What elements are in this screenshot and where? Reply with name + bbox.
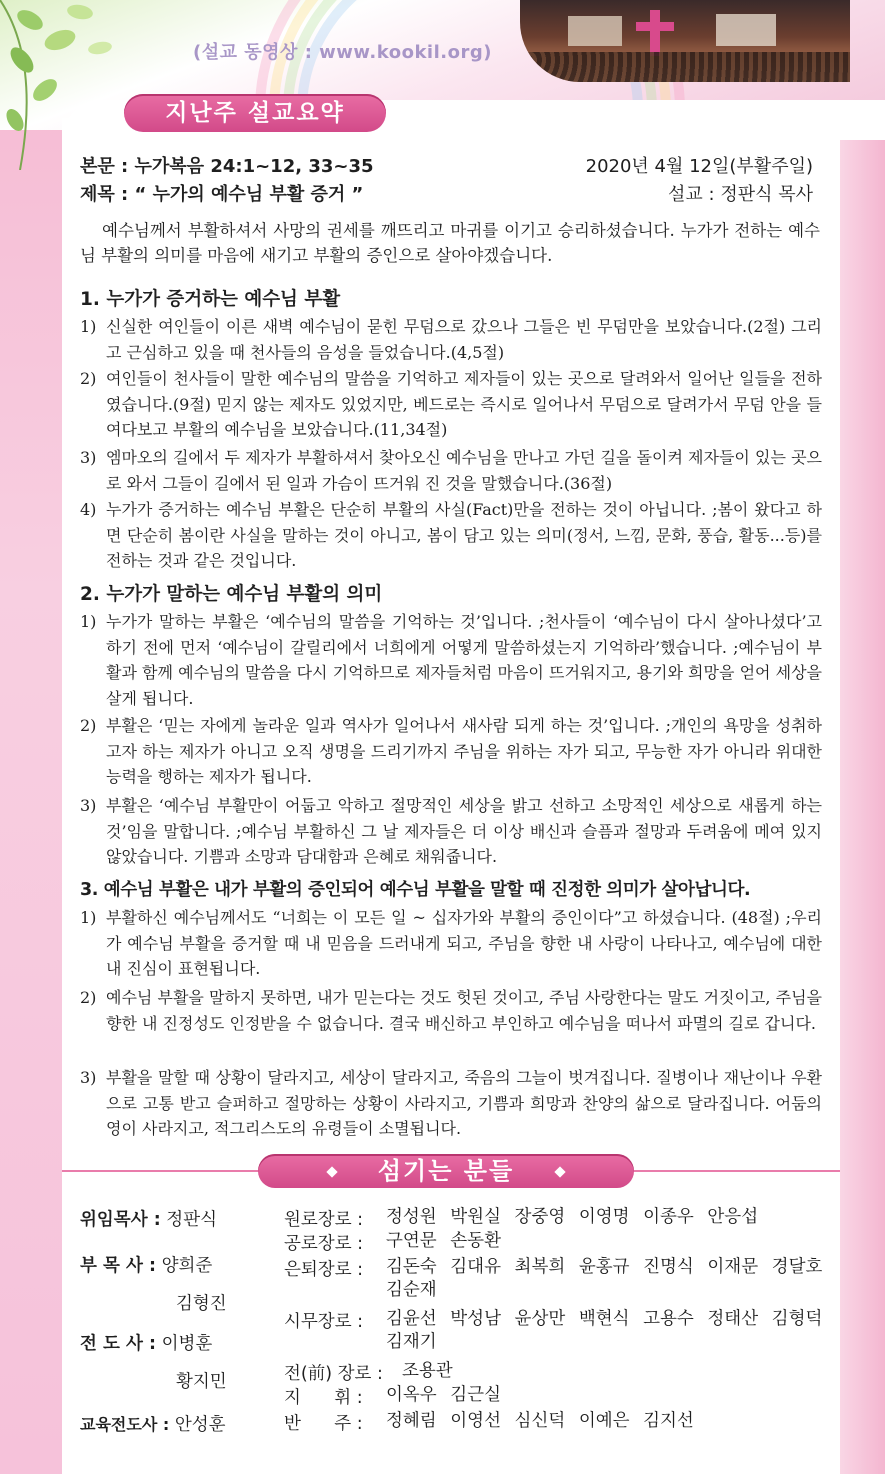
staff-names: 구연문 손동환 — [386, 1231, 501, 1251]
scripture-line: 본문 : 누가복음 24:1~12, 33~35 — [80, 156, 374, 177]
staff-role-active-elder: 시무장로 : — [284, 1312, 364, 1332]
list-item: 2) 예수님 부활을 말하지 못하면, 내가 믿는다는 것도 헛된 것이고, 주님 사랑한다는 말도 거짓이고, 주님을 향한 내 진정성도 인정받을 수 없습니다. 결국 배신하고 부인하고 예수님을 떠나서 파멸의 길로 갑니다. — [80, 988, 822, 1033]
staff-names: 조용관 — [402, 1361, 453, 1381]
staff-name: 황지민 — [176, 1372, 227, 1392]
staff-names: 이옥우 김근실 — [386, 1385, 501, 1405]
section-title-staff: 섬기는 분들 — [258, 1154, 634, 1188]
staff-role-associate-pastor: 부 목 사 : 양희준 — [80, 1256, 213, 1276]
staff-role-elder-emeritus: 원로장로 : — [284, 1210, 364, 1230]
list-item: 1) 누가가 말하는 부활은 ‘예수님의 말씀을 기억하는 것’입니다. ;천사들이 ‘예수님이 다시 살아나셨다’고 하기 전에 먼저 ‘예수님이 갈릴리에서 너희에게 어떻게 말씀하셨는지 기억하라’했습니다. ;예수님이 부활과 함께 예수님의 말씀을 다시 기억하므로 제자들처럼 마음이 뜨거워지고, 용기와 희망을 얻어 세상을 살게 됩니다. — [80, 612, 822, 708]
list-item: 3) 부활은 ‘예수님 부활만이 어둡고 악하고 절망적인 세상을 밝고 선하고 소망적인 세상으로 새롭게 하는 것’임을 말합니다. ;예수님 부활하신 그 날 제자들은 더 이상 배신과 슬픔과 절망과 두려움에 메여 있지 않았습니다. 기쁨과 소망과 담대함과 은혜로 채워줍니다. — [80, 796, 822, 866]
church-photo — [520, 0, 850, 82]
staff-role-education-evangelist: 교육전도사 : 안성훈 — [80, 1415, 226, 1435]
staff-role-evangelist: 전 도 사 : 이병훈 — [80, 1334, 213, 1354]
staff-names: 김돈숙 김대유 최복희 윤홍규 진명식 이재문 경달호 김순재 — [386, 1257, 823, 1300]
staff-role-retired-elder: 은퇴장로 : — [284, 1260, 364, 1280]
sermon-video-url[interactable]: (설교 동영상 : www.kookil.org) — [193, 42, 492, 63]
list-item: 4) 누가가 증거하는 예수님 부활은 단순히 부활의 사실(Fact)만을 전하는 것이 아닙니다. ;봄이 왔다고 하면 단순히 봄이란 사실을 말하는 것이 아니고, 봄이 담고 있는 의미(정서, 느낌, 문화, 풍습, 활동...등)를 전하는 것과 같은 것입니다. — [80, 500, 822, 570]
right-border — [840, 140, 885, 1474]
staff-names: 김윤선 박성남 윤상만 백현식 고용수 정태산 김형덕 김재기 — [386, 1309, 823, 1352]
staff-role-honorary-elder: 공로장로 : — [284, 1234, 364, 1254]
staff-name: 김형진 — [176, 1294, 227, 1314]
staff-role-conductor: 지 휘 : — [284, 1388, 363, 1408]
staff-role-accompanist: 반 주 : — [284, 1414, 363, 1434]
staff-names: 정혜림 이영선 심신덕 이예은 김지선 — [386, 1411, 694, 1431]
list-item: 1) 부활하신 예수님께서도 “너희는 이 모든 일 ~ 십자가와 부활의 증인이다”고 하셨습니다. (48절) ;우리가 예수님 부활을 증거할 때 내 믿음을 드러내게 되고, 주님을 향한 내 사랑이 나타나고, 예수님에 대한 내 진심이 표현됩니다. — [80, 908, 822, 978]
list-item: 2) 부활은 ‘믿는 자에게 놀라운 일과 역사가 일어나서 새사람 되게 하는 것’입니다. ;개인의 욕망을 성취하고자 하는 제자가 아니고 오직 생명을 드리기까지 주님을 위하는 자가 되고, 무능한 자가 아니라 위대한 능력을 행하는 제자가 됩니다. — [80, 716, 822, 786]
list-item: 3) 엠마오의 길에서 두 제자가 부활하셔서 찾아오신 예수님을 만나고 가던 길을 돌이켜 제자들이 있는 곳으로 와서 그들이 길에서 된 일과 가슴이 뜨거워 진 것을 말했습니다.(36절) — [80, 448, 822, 493]
staff-role-senior-pastor: 위임목사 : 정판식 — [80, 1210, 218, 1230]
section-title-sermon: 지난주 설교요약 — [124, 94, 386, 132]
list-item: 3) 부활을 말할 때 상황이 달라지고, 세상이 달라지고, 죽음의 그늘이 벗겨집니다. 질병이나 재난이나 우환으로 고통 받고 슬퍼하고 절망하는 상황이 사라지고, 기쁨과 희망과 찬양의 삶으로 달라집니다. 어둠의 영이 사라지고, 적그리스도의 유령들이 소멸됩니다. — [80, 1068, 822, 1138]
preacher: 설교 : 정판식 목사 — [668, 184, 813, 205]
sermon-intro: 예수님께서 부활하셔서 사망의 권세를 깨뜨리고 마귀를 이기고 승리하셨습니다. 누가가 전하는 예수님 부활의 의미를 마음에 새기고 부활의 증인으로 살아야겠습니다. — [80, 221, 820, 265]
list-item: 1) 신실한 여인들이 이른 새벽 예수님이 묻힌 무덤으로 갔으나 그들은 빈 무덤만을 보았습니다.(2절) 그리고 근심하고 있을 때 천사들의 음성을 들었습니다.(4,5절) — [80, 317, 822, 362]
sermon-title: 제목 : “ 누가의 예수님 부활 증거 ” — [80, 184, 364, 205]
section-heading-2: 2. 누가가 말하는 예수님 부활의 의미 — [80, 584, 383, 605]
section-heading-1: 1. 누가가 증거하는 예수님 부활 — [80, 289, 341, 310]
list-item: 2) 여인들이 천사들이 말한 예수님의 말씀을 기억하고 제자들이 있는 곳으로 달려와서 일어난 일들을 전하였습니다.(9절) 믿지 않는 제자도 있었지만, 베드로는 즉시로 일어나서 무덤으로 달려가서 무덤 안을 들여다보고 부활의 예수님을 보았습니다.(11,34절) — [80, 369, 822, 439]
staff-names: 정성원 박원실 장중영 이영명 이종우 안응섭 — [386, 1207, 759, 1227]
sermon-date: 2020년 4월 12일(부활주일) — [585, 156, 813, 177]
section-heading-3: 3. 예수님 부활은 내가 부활의 증인되어 예수님 부활을 말할 때 진정한 의미가 살아납니다. — [80, 880, 751, 900]
staff-role-former-elder: 전(前) 장로 : — [284, 1364, 383, 1384]
